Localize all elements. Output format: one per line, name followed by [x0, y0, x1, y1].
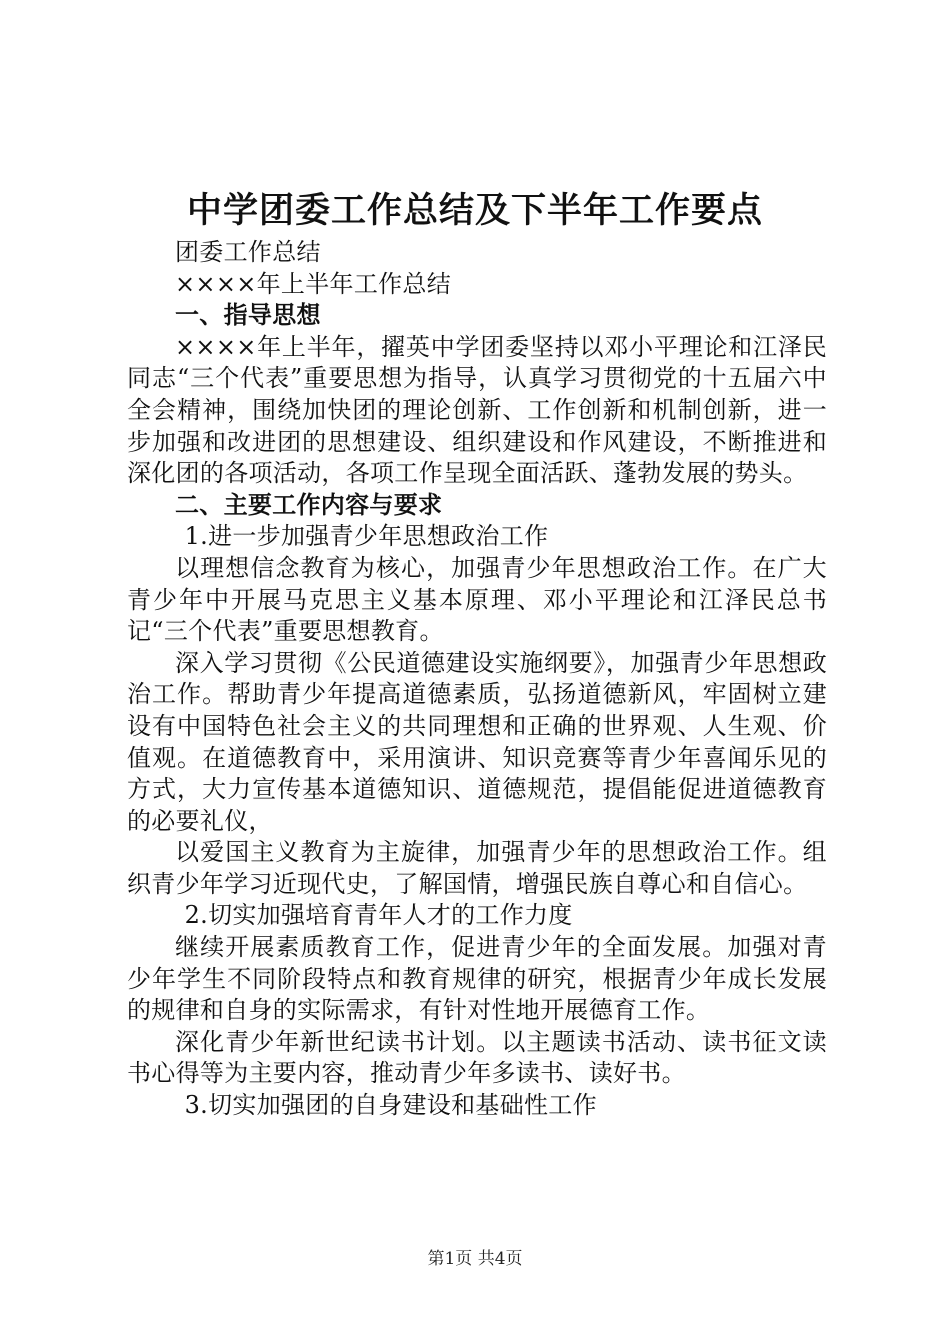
paragraph: 继续开展素质教育工作，促进青少年的全面发展。加强对青少年学生不同阶段特点和教育规律的研究，根据青少年成长发展的规律和自身的实际需求，有针对性地开展德育工作。 — [127, 933, 827, 1025]
paragraph: 以爱国主义教育为主旋律，加强青少年的思想政治工作。组织青少年学习近现代史，了解国情，增强民族自尊心和自信心。 — [127, 838, 827, 898]
subsection-heading: 1.进一步加强青少年思想政治工作 — [184, 522, 549, 551]
document-body — [127, 237, 827, 1122]
subsection-heading: 2.切实加强培育青年人才的工作力度 — [184, 901, 573, 930]
paragraph: 团委工作总结 — [175, 238, 321, 266]
paragraph: 深化青少年新世纪读书计划。以主题读书活动、读书征文读书心得等为主要内容，推动青少年多读书、读好书。 — [127, 1027, 827, 1088]
section-heading: 一、指导思想 — [175, 301, 321, 330]
paragraph: ××××年上半年，擢英中学团委坚持以邓小平理论和江泽民同志“三个代表”重要思想为指导，认真学习贯彻党的十五届六中全会精神，围绕加快团的理论创新、工作创新和机制创新，进一步加强和改进团的思想建设、组织建设和作风建设，不断推进和深化团的各项活动，各项工作呈现全面活跃、蓬勃发展的势头。 — [127, 332, 827, 488]
document-title: 中学团委工作总结及下半年工作要点 — [186, 191, 763, 231]
paragraph: 深入学习贯彻《公民道德建设实施纲要》，加强青少年思想政治工作。帮助青少年提高道德素质，弘扬道德新风，牢固树立建设有中国特色社会主义的共同理想和正确的世界观、人生观、价值观。在道德教育中，采用演讲、知识竞赛等青少年喜闻乐见的方式，大力宣传基本道德知识、道德规范，提倡能促进道德教育的必要礼仪， — [127, 648, 827, 835]
paragraph: ××××年上半年工作总结 — [175, 269, 452, 298]
paragraph: 以理想信念教育为核心，加强青少年思想政治工作。在广大青少年中开展马克思主义基本原理、邓小平理论和江泽民总书记“三个代表”重要思想教育。 — [127, 553, 827, 646]
section-heading: 二、主要工作内容与要求 — [175, 490, 443, 519]
subsection-heading: 3.切实加强团的自身建设和基础性工作 — [184, 1091, 597, 1120]
page-footer: 第1页 共4页 — [427, 1249, 523, 1269]
